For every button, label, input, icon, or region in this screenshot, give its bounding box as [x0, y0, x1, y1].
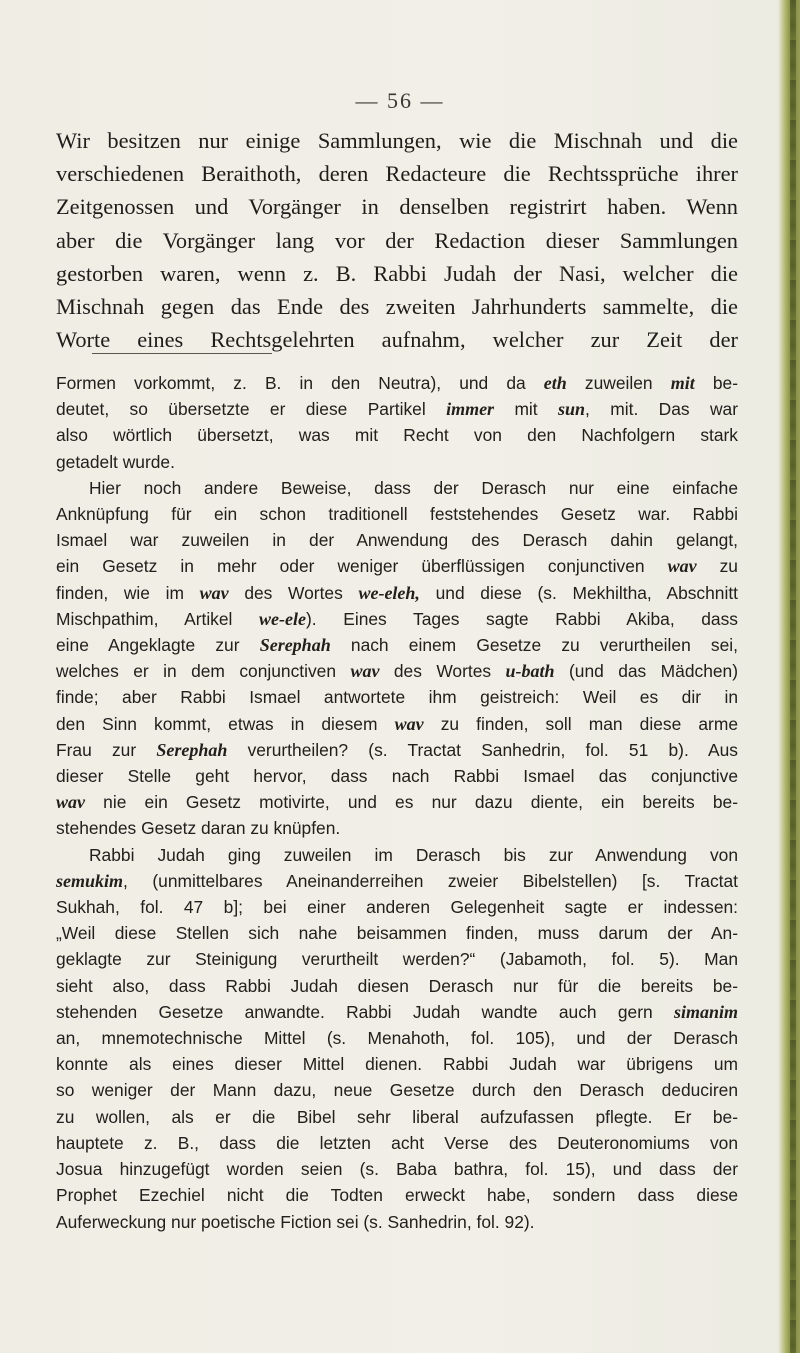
footnote-line — [56, 946, 738, 972]
footnote-line — [56, 1104, 738, 1130]
footnote-segment: geklagte zur Steinigung verurtheilt werden?“ (Jabamoth, fol. 5). Man — [56, 949, 738, 970]
footnote-emphasis: we-ele — [259, 608, 306, 629]
footnote-line — [56, 1077, 738, 1103]
footnote-segment: Ismael war zuweilen in der Anwendung des Derasch dahin gelangt, — [56, 530, 738, 551]
footnote-segment: welches er in dem conjunctiven — [56, 661, 351, 682]
footnote-text — [56, 370, 738, 1235]
footnote-line — [56, 815, 738, 841]
footnote-line — [56, 632, 738, 658]
footnote-segment: Formen vorkommt, z. B. in den Neutra), und da — [56, 373, 544, 393]
footnote-line — [56, 684, 738, 710]
footnote-line — [56, 868, 738, 894]
footnote-line — [56, 894, 738, 920]
footnote-line — [56, 973, 738, 999]
footnote-line — [56, 1130, 738, 1156]
footnote-emphasis: we-eleh, — [358, 582, 420, 603]
main-text-line: aber die Vorgänger lang vor der Redaction dieser Sammlungen — [56, 227, 738, 253]
footnote-segment: konnte als eines dieser Mittel dienen. Rabbi Judah war übrigens um — [56, 1054, 738, 1075]
main-text-line: Mischnah gegen das Ende des zweiten Jahrhunderts sammelte, die — [56, 294, 738, 320]
main-text-line: Worte eines Rechtsgelehrten aufnahm, welcher zur Zeit der — [56, 327, 738, 353]
footnote-line — [56, 527, 738, 553]
footnote-emphasis: semukim — [56, 870, 124, 891]
footnote-segment: dieser Stelle geht hervor, dass nach Rabbi Ismael das conjunctive — [56, 766, 738, 787]
footnote-line — [56, 737, 738, 763]
footnote-line — [56, 1051, 738, 1077]
footnote-line — [56, 763, 738, 789]
footnote-segment: Rabbi Judah ging zuweilen im Derasch bis zur Anwendung von — [89, 844, 738, 865]
footnote-segment: des Wortes — [228, 582, 359, 603]
footnote-emphasis: eth — [543, 373, 567, 393]
footnote-emphasis: sun — [558, 399, 586, 420]
footnote-segment: des Wortes — [379, 661, 506, 682]
main-text — [56, 124, 738, 356]
footnote-segment: stehenden Gesetze anwandte. Rabbi Judah wandte auch gern — [56, 1001, 674, 1022]
footnote-emphasis: wav — [199, 582, 229, 603]
footnote-segment: Sukhah, fol. 47 b]; bei einer anderen Gelegenheit sagte er indessen: — [56, 897, 738, 918]
main-text-line: Wir besitzen nur einige Sammlungen, wie die Mischnah und die — [56, 128, 738, 153]
footnote-segment: an, mnemotechnische Mittel (s. Menahoth, fol. 105), und der Derasch — [56, 1028, 738, 1049]
footnote-segment: finde; aber Rabbi Ismael antwortete ihm geistreich: Weil es dir in — [56, 687, 738, 708]
footnote-line — [56, 501, 738, 527]
footnote-segment: Mischpathim, Artikel — [56, 608, 260, 629]
footnote-emphasis: simanim — [673, 1001, 738, 1022]
footnote-segment: verurtheilen? (s. Tractat Sanhedrin, fol. 51 b). Aus — [227, 739, 738, 760]
footnote-segment: ). Eines Tages sagte Rabbi Akiba, dass — [306, 608, 738, 629]
footnote-segment: zu — [696, 556, 738, 577]
footnote-segment: Anknüpfung für ein schon traditionell feststehendes Gesetz war. Rabbi — [56, 504, 738, 525]
footnote-emphasis: mit — [670, 373, 695, 393]
footnote-line — [56, 422, 738, 448]
footnote-segment: Hier noch andere Beweise, dass der Derasch nur eine einfache — [89, 477, 738, 498]
footnote-divider — [92, 353, 272, 354]
footnote-emphasis: wav — [350, 661, 380, 682]
footnote-segment: „Weil diese Stellen sich nahe beisammen finden, muss darum der An- — [56, 923, 738, 944]
footnote-segment: Frau zur — [56, 739, 157, 760]
footnote-line — [56, 1209, 738, 1235]
footnote-line — [56, 449, 738, 475]
footnote-segment: stehendes Gesetz daran zu knüpfen. — [56, 818, 341, 839]
footnote-segment: zuweilen — [566, 373, 671, 393]
footnote-segment: hauptete z. B., dass die letzten acht Verse des Deuteronomiums von — [56, 1132, 738, 1153]
footnote-line — [56, 606, 738, 632]
footnote-line — [56, 370, 738, 396]
footnote-segment: eine Angeklagte zur — [56, 635, 260, 656]
footnote-segment: Josua hinzugefügt worden seien (s. Baba bathra, fol. 15), und dass der — [56, 1159, 738, 1180]
footnote-segment: nach einem Gesetze zu verurtheilen sei, — [330, 635, 738, 656]
footnote-segment: Prophet Ezechiel nicht die Todten erweckt habe, sondern dass diese — [56, 1185, 738, 1206]
footnote-segment: finden, wie im — [56, 582, 200, 603]
footnote-line — [56, 1182, 738, 1208]
footnote-segment: und diese (s. Mekhiltha, Abschnitt — [419, 582, 738, 603]
footnote-emphasis: Serephah — [259, 635, 331, 656]
footnote-segment: nie ein Gesetz motivirte, und es nur dazu diente, ein bereits be- — [85, 792, 738, 813]
footnote-line — [56, 553, 738, 579]
footnote-segment: , mit. Das war — [585, 399, 738, 420]
footnote-line — [56, 711, 738, 737]
footnote-line — [56, 842, 738, 868]
footnote-segment: sieht also, dass Rabbi Judah diesen Derasch nur für die bereits be- — [56, 975, 738, 996]
main-text-line: Zeitgenossen und Vorgänger in denselben registrirt haben. Wenn — [56, 194, 738, 220]
footnote-segment: , (unmittelbares Aneinanderreihen zweier Bibelstellen) [s. Tractat — [123, 870, 738, 891]
footnote-segment: den Sinn kommt, etwas in diesem — [56, 713, 395, 734]
footnote-segment: Auferweckung nur poetische Fiction sei (s. Sanhedrin, fol. 92). — [56, 1211, 535, 1232]
page-edge-binding — [790, 0, 796, 1353]
footnote-segment: zu finden, soll man diese arme — [423, 713, 738, 734]
footnote-segment: zu wollen, als er die Bibel sehr liberal aufzufassen pflegte. Er be- — [56, 1106, 738, 1127]
footnote-emphasis: wav — [667, 556, 697, 577]
footnote-line — [56, 580, 738, 606]
footnote-line — [56, 999, 738, 1025]
footnote-segment: ein Gesetz in mehr oder weniger überflüssigen conjunctiven — [56, 556, 668, 577]
main-text-line: gestorben waren, wenn z. B. Rabbi Judah der Nasi, welcher die — [56, 260, 738, 286]
footnote-segment: mit — [494, 399, 559, 420]
footnote-segment: deutet, so übersetzte er diese Partikel — [56, 399, 447, 420]
footnote-line — [56, 1156, 738, 1182]
footnote-line — [56, 920, 738, 946]
page-number: — 56 — — [355, 88, 445, 113]
footnote-segment: also wörtlich übersetzt, was mit Recht von den Nachfolgern stark — [56, 425, 738, 446]
footnote-line — [56, 658, 738, 684]
footnote-emphasis: wav — [394, 713, 424, 734]
footnote-line — [56, 789, 738, 815]
page-edge-shadow — [778, 0, 800, 1353]
footnote-line — [56, 475, 738, 501]
footnote-emphasis: wav — [56, 792, 85, 813]
footnote-line — [56, 396, 738, 422]
footnote-segment: (und das Mädchen) — [554, 661, 739, 682]
footnote-segment: so weniger der Mann dazu, neue Gesetze durch den Derasch deduciren — [56, 1080, 738, 1101]
footnote-segment: getadelt wurde. — [56, 451, 175, 472]
footnote-emphasis: immer — [446, 399, 495, 420]
footnote-emphasis: u-bath — [505, 661, 555, 682]
footnote-line — [56, 1025, 738, 1051]
footnote-segment: be- — [694, 373, 738, 393]
main-text-line: verschiedenen Beraithoth, deren Redacteure die Rechtssprüche ihrer — [56, 161, 738, 187]
footnote-emphasis: Serephah — [156, 739, 228, 760]
